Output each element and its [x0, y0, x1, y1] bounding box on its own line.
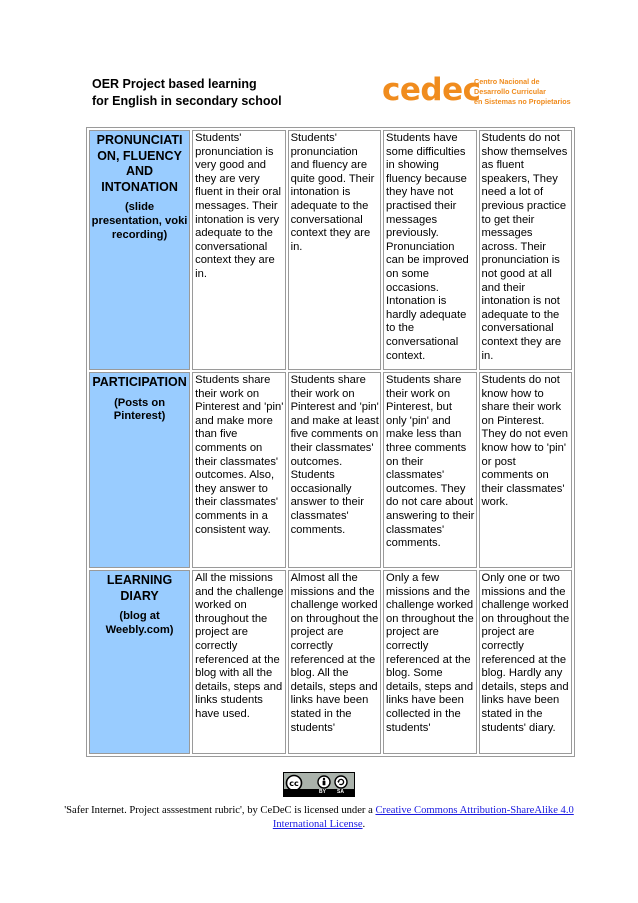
page-title	[92, 76, 282, 110]
cc-by-sa-icon	[284, 774, 354, 790]
criterion-subtitle: (Posts on Pinterest)	[113, 396, 166, 423]
level-cell: Students do not know how to share their work on Pinterest. They do not even know how to 'pin' or post comments on their classmates' work.	[479, 372, 572, 568]
logo-subtitle-line-3: en Sistemas no Propietarios	[474, 97, 571, 106]
level-cell: Almost all the missions and the challenge worked on throughout the project are correctly referenced at the blog. All the details, steps and links have been stated in the students'	[288, 570, 381, 754]
license-period: .	[362, 819, 366, 830]
level-cell: Only a few missions and the challenge worked on throughout the project are correctly referenced at the blog. Some details, steps and links have been collected in the students'	[383, 570, 476, 754]
criterion-subtitle: (slide presentation, voki recording)	[91, 201, 188, 241]
sa-label: SA	[337, 789, 344, 795]
license-link[interactable]: Creative Commons Attribution-ShareAlike 4.0 International License	[272, 805, 574, 830]
level-cell: Only one or two missions and the challenge worked on throughout the project are correctly referenced at the blog. Hardly any details, steps and links have been stated in the students' diary.	[479, 570, 572, 754]
level-cell: Students' pronunciation and fluency are quite good. Their intonation is adequate to the conversational context they are in.	[288, 130, 381, 370]
level-cell: Students share their work on Pinterest and 'pin' and make more than five comments on their classmates' outcomes. Also, they answer to their classmates' comments in a consistent way.	[192, 372, 285, 568]
logo-subtitle-line-2: Desarrollo Curricular	[474, 87, 546, 96]
assessment-rubric-table	[86, 127, 575, 757]
table-row	[89, 130, 572, 370]
criterion-name: PARTICIPATION	[92, 375, 187, 389]
criterion-name: PRONUNCIATI ON, FLUENCY AND INTONATION	[96, 133, 183, 194]
level-cell: Students do not show themselves as fluent speakers, They need a lot of previous practice to get their messages across. Their pronunciation is not good at all and their intonation is not adequate to the conversational context they are in.	[479, 130, 572, 370]
creative-commons-badge	[283, 772, 355, 797]
criterion-cell	[89, 130, 190, 370]
level-cell: Students have some difficulties in showing fluency because they have not practised their messages previously. Pronunciation can be improved on some occasions. Intonation is hardly adequate to the conversational context.	[383, 130, 476, 370]
cc-symbol-text: cc	[289, 779, 299, 788]
logo-wordmark: cedec	[382, 72, 481, 108]
title-line-1: OER Project based learning	[92, 77, 257, 91]
table-row	[89, 570, 572, 754]
logo-subtitle	[474, 77, 571, 107]
by-label: BY	[319, 789, 326, 795]
level-cell: Students' pronunciation is very good and they are very fluent in their oral messages. Their intonation is very adequate to the conversational context they are in.	[192, 130, 285, 370]
criterion-subtitle: (blog at Weebly.com)	[105, 610, 174, 636]
logo-subtitle-line-1: Centro Nacional de	[474, 77, 540, 86]
license-notice	[60, 804, 578, 832]
criterion-name: LEARNING DIARY	[106, 573, 173, 603]
level-cell: Students share their work on Pinterest and 'pin' and make at least five comments on their classmates' outcomes. Students occasionally answer to their classmates' comments.	[288, 372, 381, 568]
level-cell: Students share their work on Pinterest, but only 'pin' and make less than three comments on their classmates' outcomes. They do not care about answering to their classmates' comments.	[383, 372, 476, 568]
license-text: 'Safer Internet. Project asssestment rubric', by CeDeC is licensed under a	[64, 805, 376, 816]
criterion-cell	[89, 372, 190, 568]
cedec-logo	[382, 74, 572, 110]
level-cell: All the missions and the challenge worked on throughout the project are correctly referenced at the blog with all the details, steps and links students have used.	[192, 570, 285, 754]
table-row	[89, 372, 572, 568]
criterion-cell	[89, 570, 190, 754]
title-line-2: for English in secondary school	[92, 94, 282, 108]
